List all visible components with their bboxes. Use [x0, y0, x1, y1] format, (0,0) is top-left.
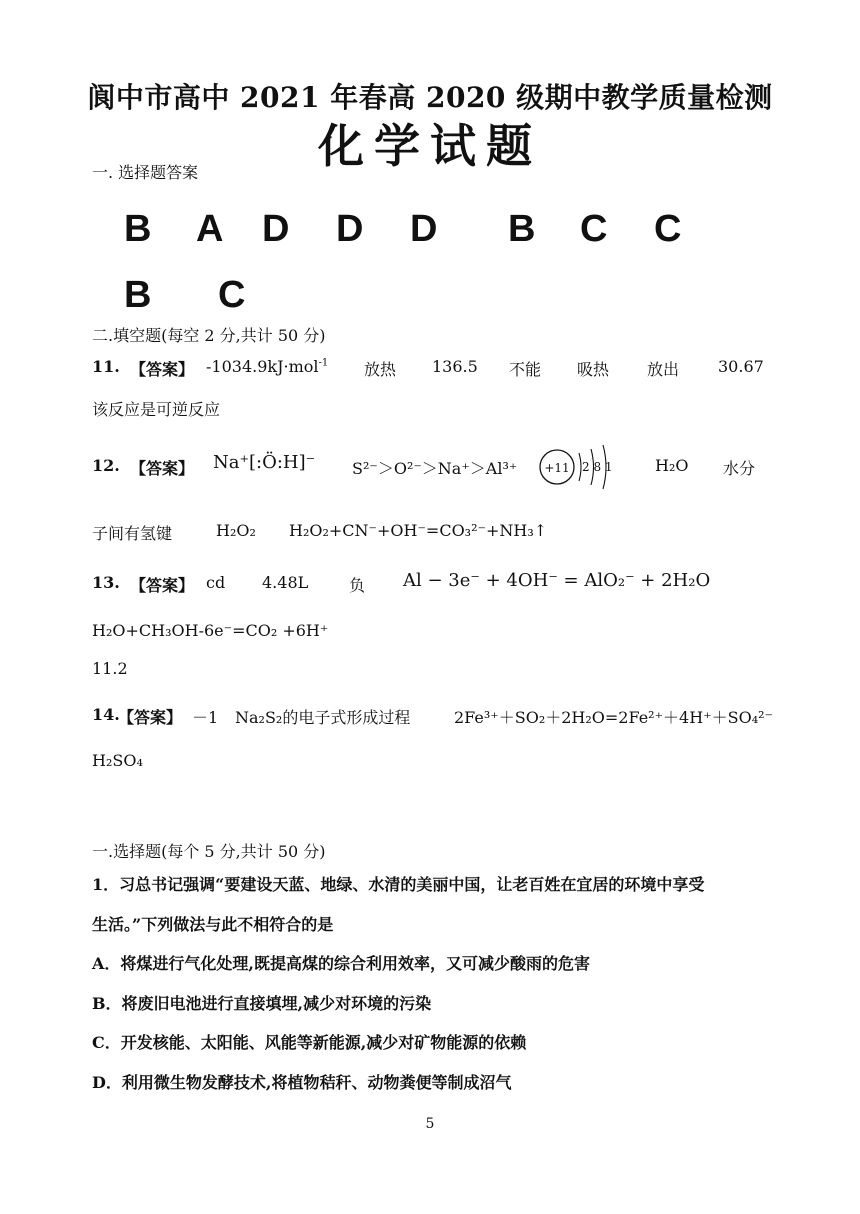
- q13-answer-1: cd: [206, 573, 226, 592]
- q12-ion-radius-order: S²⁻＞O²⁻＞Na⁺＞Al³⁺: [352, 459, 518, 478]
- choice-answer-6: B: [508, 208, 536, 250]
- q14-answer-1: －1: [192, 708, 219, 727]
- sodium-atom-structure-diagram: [535, 441, 621, 497]
- q14-answer-tag: 【答案】: [118, 708, 183, 727]
- q13-number: 13.: [92, 573, 120, 592]
- q1-stem-line1: 1．习总书记强调“要建设天蓝、地绿、水清的美丽中国，让老百姓在宜居的环境中享受: [92, 875, 705, 894]
- q12-equation: H₂O₂+CN⁻+OH⁻=CO₃²⁻+NH₃↑: [289, 521, 548, 540]
- q1-option-c: C．开发核能、太阳能、风能等新能源,减少对矿物能源的依赖: [92, 1033, 527, 1052]
- q12-reason-part1: 水分: [723, 459, 756, 478]
- exam-title: 阆中市高中 2021 年春高 2020 级期中教学质量检测: [87, 81, 773, 114]
- choice-answer-9: B: [124, 274, 152, 316]
- q1-option-d: D．利用微生物发酵技术,将植物秸秆、动物粪便等制成沼气: [92, 1073, 512, 1092]
- choice-answer-8: C: [654, 208, 682, 250]
- choice-answer-4: D: [336, 208, 364, 250]
- q11-answer-2: 放热: [364, 360, 397, 379]
- q14-answer-3: H₂SO₄: [92, 751, 143, 770]
- q13-answer-tag: 【答案】: [130, 576, 195, 595]
- q1-stem-line2: 生活。”下列做法与此不相符合的是: [92, 915, 334, 934]
- q11-answer-line2: 该反应是可逆反应: [92, 400, 221, 419]
- q13-methanol-equation: H₂O+CH₃OH-6e⁻=CO₂ +6H⁺: [92, 621, 329, 640]
- q13-answer-3: 负: [349, 576, 366, 595]
- q12-electron-formula: Na⁺[:Ö:H]⁻: [213, 452, 316, 473]
- choice-answer-5: D: [410, 208, 438, 250]
- choice-answer-2: A: [196, 208, 224, 250]
- q11-answer-7: 30.67: [718, 357, 764, 376]
- q1-option-b: B．将废旧电池进行直接填埋,减少对环境的污染: [92, 994, 432, 1013]
- section-choice-questions-heading: 一.选择题(每个 5 分,共计 50 分): [92, 842, 326, 861]
- choice-answer-7: C: [580, 208, 608, 250]
- q11-answer-3: 136.5: [432, 357, 478, 376]
- q14-answer-2: Na₂S₂的电子式形成过程: [235, 708, 411, 727]
- q11-answer-6: 放出: [647, 360, 680, 379]
- q12-number: 12.: [92, 456, 120, 475]
- atom-electron-shells: 2 8 1: [582, 460, 613, 474]
- q14-number: 14.: [92, 705, 120, 724]
- q11-answer-5: 吸热: [577, 360, 610, 379]
- q11-answer-4: 不能: [509, 360, 542, 379]
- q12-reason-part2: 子间有氢键: [92, 524, 173, 543]
- q12-answer-tag: 【答案】: [130, 459, 195, 478]
- choice-answer-10: C: [218, 274, 246, 316]
- q14-equation: 2Fe³⁺＋SO₂＋2H₂O=2Fe²⁺＋4H⁺＋SO₄²⁻: [454, 708, 773, 727]
- q12-answer-h2o2: H₂O₂: [216, 521, 256, 540]
- q11-answer-tag: 【答案】: [130, 360, 195, 379]
- section-choice-answers-heading: 一. 选择题答案: [92, 163, 199, 182]
- q12-answer-h2o: H₂O: [655, 456, 689, 475]
- page-number: 5: [425, 1116, 435, 1132]
- q11-number: 11.: [92, 357, 120, 376]
- choice-answer-3: D: [262, 208, 290, 250]
- q13-answer-4: 11.2: [92, 659, 128, 678]
- section-fill-heading: 二.填空题(每空 2 分,共计 50 分): [92, 326, 326, 345]
- q11-answer-enthalpy: -1034.9kJ·mol$^{-1}$: [206, 357, 329, 376]
- subject-title: 化学试题: [318, 119, 542, 173]
- atom-nucleus-charge: +11: [544, 461, 570, 475]
- q13-answer-2: 4.48L: [262, 573, 309, 592]
- q13-anode-equation: Al − 3e⁻ + 4OH⁻ = AlO₂⁻ + 2H₂O: [403, 570, 711, 591]
- q1-option-a: A．将煤进行气化处理,既提高煤的综合利用效率，又可减少酸雨的危害: [92, 954, 590, 973]
- choice-answer-1: B: [124, 208, 152, 250]
